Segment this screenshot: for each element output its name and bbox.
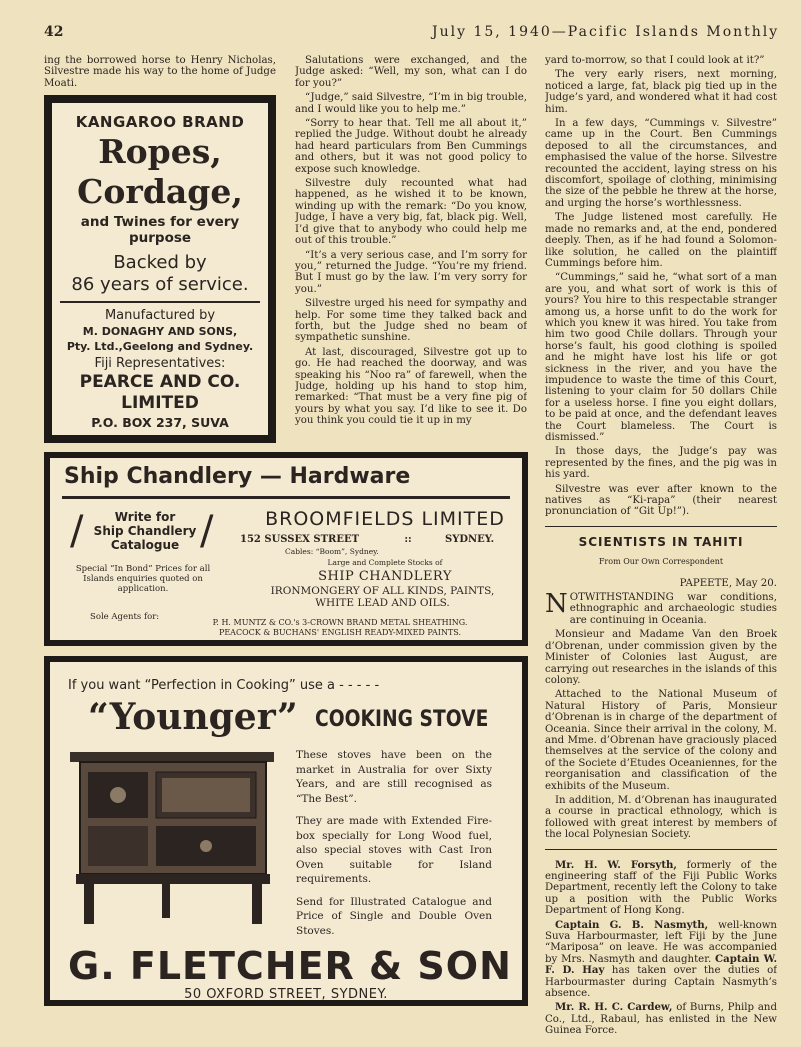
in-bond-prices: Special “In Bond” Prices for all Islands enquiries quoted on application.	[75, 564, 211, 594]
advert-twines: and Twines for every purpose	[80, 214, 240, 246]
write-line-2: Ship Chandlery	[93, 524, 197, 538]
write-for-catalogue	[80, 510, 210, 552]
news-text: of Burns, Philp and Co., Ltd., Rabaul, has enlisted in the New Guinea Force.	[545, 1002, 777, 1037]
drop-cap: N	[545, 589, 568, 620]
paragraph: Monsieur and Madame Van den Broek d’Obrenan, under commission given by the Minister of Colonies last August, are carrying out researches in the islands of this colony.	[545, 629, 777, 686]
city: SYDNEY.	[445, 534, 495, 545]
column-3	[545, 55, 777, 1040]
separator: ::	[404, 534, 412, 545]
advert-headline-cordage: Cordage,	[77, 172, 243, 211]
person-name: Mr. R. H. C. Cardew,	[555, 1001, 673, 1014]
person-name: Captain W. F. D. Hay	[545, 952, 777, 977]
paragraph: They are made with Extended Fire-box specially for Long Wood fuel, also special stoves with Cast Iron Oven suitable for Island requirements.	[296, 815, 492, 885]
paragraph: Silvestre was ever after known to the natives as “Ki-rapa” (their nearest pronunciation of “Git Up!”).	[545, 483, 777, 518]
large-stocks: Large and Complete Stocks of	[327, 558, 443, 567]
paragraph: Send for Illustrated Catalogue and Price of Single and Double Oven Stoves.	[296, 895, 492, 937]
advert-backed: Backed by	[113, 252, 207, 273]
paragraph: yard to-morrow, so that I could look at it?”	[545, 55, 765, 66]
advert-heading: Ship Chandlery — Hardware	[64, 464, 411, 489]
advert-rep-1: PEARCE AND CO.	[79, 372, 241, 392]
advert-maker-2: Pty. Ltd.,Geelong and Sydney.	[66, 340, 254, 353]
news-text: formerly of the engineering staff of the Fiji Public Works Department, recently left the Colony to take up a position with the Public Works Department of Hong Kong.	[545, 859, 777, 917]
younger-brand: “Younger”	[88, 696, 298, 738]
perfection-tagline: If you want “Perfection in Cooking” use a - - - - -	[68, 678, 380, 693]
running-title: July 15, 1940—Pacific Islands Monthly	[432, 24, 780, 40]
paragraph: “Sorry to hear that. Tell me all about it,” replied the Judge. Without doubt he already had heard particulars from Ben Cummings and others, but it was not good policy to expose such knowledge.	[295, 118, 527, 175]
divider	[545, 849, 777, 850]
agency-2: PEACOCK & BUCHANS' ENGLISH READY-MIXED PAINTS.	[218, 628, 462, 637]
paragraph: The very early risers, next morning, noticed a large, fat, black pig tied up in the Judge’s yard, and wondered what it had cost him.	[545, 69, 777, 115]
paragraph: In a few days, “Cummings v. Silvestre” came up in the Court. Ben Cummings deposed to all the circumstances, and emphasised the value of the horse. Silvestre recounted the accident, laying stress on his discomfort, spoilage of clothing, minimising the size of the pebble he threw at the horse, and urging the horse’s worthlessness.	[545, 118, 777, 209]
paragraph: At last, discouraged, Silvestre got up to go. He had reached the doorway, and was speaking his “Noo ra” of farewell, when the Judge, holding up his hand to stop him, remarked: “That must be a very fine pig of yours by what you say. I’d like to see it. Do you think you could tie it up in my	[295, 346, 527, 427]
paragraph-text: OTWITHSTANDING war conditions, ethnographic and archaeologic studies are continuing in Oceania.	[569, 592, 777, 626]
person-name: Mr. H. W. Forsyth,	[555, 858, 677, 871]
paragraph: ing the borrowed horse to Henry Nicholas, Silvestre made his way to the home of Judge Moati.	[44, 55, 276, 89]
fletcher-name: G. FLETCHER & SON	[68, 944, 512, 988]
paragraph: Silvestre duly recounted what had happened, as he wished it to be known, winding up with the remark: “Do you know, Judge, I have a very big, fat, black pig. Well, I’d give that to anybody who could help me out of this trouble.”	[295, 178, 527, 247]
kangaroo-brand-advert	[44, 95, 276, 443]
stove-illustration	[66, 746, 278, 928]
agency-1: P. H. MUNTZ & CO.'s 3-CROWN BRAND METAL SHEATHING.	[212, 618, 468, 627]
write-line-1: Write for	[114, 510, 176, 524]
divider	[60, 301, 260, 303]
news-item	[545, 920, 777, 1000]
article-byline: From Our Own Correspondent	[598, 557, 724, 567]
paragraph: These stoves have been on the market in Australia for over Sixty Years, and are still recognised as “The Best”.	[296, 749, 492, 805]
paragraph	[545, 589, 777, 626]
news-item	[545, 1002, 777, 1036]
advert-rep-2: LIMITED	[121, 393, 199, 413]
agencies	[170, 618, 510, 638]
person-name: Captain G. B. Nasmyth,	[555, 918, 709, 931]
divider	[62, 496, 510, 499]
advert-headline-ropes: Ropes,	[98, 132, 222, 171]
paragraph: Silvestre urged his need for sympathy and help. For some time they talked back and forth, but the Judge shed no beam of sympathetic sunshine.	[295, 298, 527, 344]
advert-fiji-rep: Fiji Representatives:	[94, 356, 226, 371]
cooking-stove-title: COOKING STOVE	[315, 707, 489, 732]
fletcher-address: 50 OXFORD STREET, SYDNEY.	[184, 987, 388, 1002]
advert-copy	[296, 748, 492, 946]
younger-stove-advert	[44, 656, 528, 1006]
paragraph: The Judge listened most carefully. He made no remarks and, at the end, pondered deeply. Then, as if he had found a Solomon-like solution, he called on the plaintiff Cummings before him.	[545, 212, 777, 269]
iron-line-2: WHITE LEAD AND OILS.	[315, 596, 450, 609]
paragraph: “Judge,” said Silvestre, “I’m in big trouble, and I would like you to help me.”	[295, 92, 527, 115]
advert-years: 86 years of service.	[71, 274, 249, 295]
cables: Cables: “Boom”, Sydney.	[285, 547, 379, 556]
news-item	[545, 860, 777, 917]
article-title: SCIENTISTS IN TAHITI	[578, 534, 744, 549]
slash-ornament: /	[200, 508, 214, 554]
street: 152 SUSSEX STREET	[240, 534, 360, 545]
paragraph: “It’s a very serious case, and I’m sorry for you,” returned the Judge. “You’re my friend. But I must go by the law. I’m very sorry for you.”	[295, 249, 527, 295]
iron-line-1: IRONMONGERY OF ALL KINDS, PAINTS,	[270, 585, 495, 597]
ship-chandlery-advert	[44, 452, 528, 646]
paragraph: In those days, the Judge’s pay was represented by the fines, and the pig was in his yard.	[545, 446, 777, 481]
column-2	[295, 55, 527, 441]
paragraph: “Cummings,” said he, “what sort of a man are you, and what sort of work is this of yours? You hire to this respectable stranger among us, a horse unfit to do the work for which you knew it was hired. You take from him two good Chile dollars. Through your horse’s fault, his good clothing is spoiled and he might have lost his life or got sickness in the river, and you have the impudence to waste the time of this Court, listening to your claim for 50 dollars Chile for a useless horse. I fine you eight dollars, to be paid at once, and the defendant leaves the Court blameless. The Court is dismissed.”	[545, 272, 777, 443]
write-line-3: Catalogue	[110, 538, 180, 552]
company-name: BROOMFIELDS LIMITED	[265, 508, 505, 530]
advert-manufactured: Manufactured by	[104, 308, 216, 323]
news-text: well-known Suva Harbourmaster, left Fiji by the June “Mariposa” on leave. He was accompanied by Mrs. Nasmyth and daughter.	[545, 919, 777, 965]
ironmongery	[240, 586, 525, 609]
paragraph: Salutations were exchanged, and the Judge asked: “Well, my son, what can I do for you?”	[295, 55, 527, 89]
advert-brand: KANGAROO BRAND	[75, 113, 245, 131]
slash-ornament: /	[70, 508, 84, 554]
column-1	[44, 55, 276, 92]
page-number: 42	[44, 24, 64, 40]
street-address	[240, 534, 412, 545]
divider	[545, 526, 777, 527]
dateline: PAPEETE, May 20.	[679, 577, 777, 589]
paragraph: In addition, M. d’Obrenan has inaugurated a course in practical ethnology, which is followed with great interest by members of the local Polynesian Society.	[545, 794, 777, 841]
paragraph: Attached to the National Museum of Natural History of Paris, Monsieur d’Obrenan is in charge of the department of Oceania. Since their arrival in the colony, M. and Mme. d’Obrenan have graciously placed themselves at the service of the colony and of the Societe d’Etudes Oceaniennes, for the reorganisation and classification of the exhibits of the Museum.	[545, 689, 777, 792]
advert-maker-1: M. DONAGHY AND SONS,	[82, 325, 238, 338]
ship-chandlery: SHIP CHANDLERY	[318, 569, 452, 584]
sole-agents: Sole Agents for:	[90, 612, 160, 622]
news-text: has taken over the duties of Harbourmaster during Captain Nasmyth’s absence.	[545, 965, 777, 1000]
advert-pobox: P.O. BOX 237, SUVA	[91, 415, 229, 430]
